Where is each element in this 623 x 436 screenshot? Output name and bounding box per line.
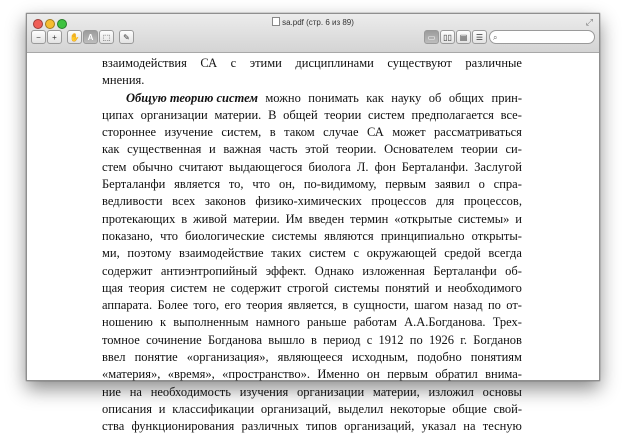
text-line: ввел понятие «организация», являющееся исходным, подобно понятиям: [102, 350, 522, 365]
text-line: мнения.: [102, 73, 145, 88]
hand-icon: ✋: [69, 32, 80, 42]
text-line: ние на необходимость изучения организации материи, изложил основы: [102, 384, 522, 399]
text-line: Общую теорию систем можно понимать как науку об общих прин-: [102, 90, 522, 107]
view-single-button[interactable]: [424, 30, 439, 44]
pdf-page[interactable]: [27, 53, 599, 434]
text-line: ми, поэтому взаимодействие таких систем с окружающей средой всегда: [102, 246, 522, 261]
hand-tool-button[interactable]: [67, 30, 82, 44]
text-line: ства функционирования различных типов организаций, указал на тесную: [102, 419, 522, 434]
search-icon: ⌕: [493, 33, 498, 42]
text-line: стороннее изучение систем, в таком случае СА может рассматриваться: [102, 125, 522, 140]
bold-term: Общую теорию систем: [126, 90, 258, 105]
view-sidebar-button[interactable]: [456, 30, 471, 44]
marquee-select-button[interactable]: [99, 30, 114, 44]
zoom-out-button[interactable]: [31, 30, 46, 44]
text-line: взаимодействия СА с этими дисциплинами существуют различные: [102, 56, 522, 70]
text-line: ношению к выполненным намного раньше работам А.А.Богданова. Трех-: [102, 315, 522, 330]
text-line: описания и классификации организаций, выделил некоторые общие свой-: [102, 401, 522, 416]
window-title: [27, 17, 599, 27]
text-line: ципах организации материи. В общей теории систем предполагается все-: [102, 107, 522, 122]
pencil-icon: ✎: [123, 32, 130, 42]
text-line: протекающих в живой материи. Им введен термин «открытые системы» и: [102, 211, 522, 226]
text-line: как существенная и важная часть этой теории. Основателем теории си-: [102, 142, 522, 157]
text-line: показано, что биологические системы являются принципиально открыты-: [102, 228, 522, 243]
titlebar: [27, 14, 599, 53]
annotate-button[interactable]: [119, 30, 134, 44]
preview-window: [26, 13, 600, 434]
zoom-in-icon: +: [52, 32, 57, 42]
two-page-icon: ▯▯: [443, 32, 452, 42]
zoom-in-button[interactable]: [47, 30, 62, 44]
continuous-icon: ☰: [475, 32, 484, 42]
text-line: ведливости всех законов физико-химических процессов для процессов,: [102, 194, 522, 209]
text-select-icon: A: [87, 32, 94, 42]
sidebar-icon: ▤: [459, 32, 468, 42]
single-page-icon: ▭: [427, 32, 436, 42]
text-line: «материя», «время», «пространство». Именно он первым обратил внима-: [102, 367, 522, 382]
window-title-text: sa.pdf (стр. 6 из 89): [282, 18, 354, 27]
view-continuous-button[interactable]: [472, 30, 487, 44]
page-text: [102, 55, 522, 436]
view-two-page-button[interactable]: [440, 30, 455, 44]
text-line: щая теория систем не содержит строгой системы понятий и необходимого: [102, 280, 522, 295]
text-line: Берталанфи является то, что он, по-видимому, первым заявил о спра-: [102, 177, 522, 192]
pdf-document-icon: [272, 17, 280, 26]
zoom-out-icon: −: [36, 32, 41, 42]
text-line: аппарата. Более того, его теория является, в сущности, шагом назад по от-: [102, 298, 522, 313]
search-input[interactable]: [489, 30, 595, 44]
text-line: томное сочинение Богданова вышло в период с 1912 по 1926 г. Богданов: [102, 332, 522, 347]
fullscreen-icon[interactable]: ⤢: [585, 17, 593, 27]
text-tool-button[interactable]: [83, 30, 98, 44]
text-line: содержит антиэнтропийный эффект. Однако изложенная Берталанфи об-: [102, 263, 522, 278]
text-line: стем обычно считают выдающегося биолога Л. фон Берталанфи. Заслугой: [102, 159, 522, 174]
marquee-icon: ⬚: [102, 32, 111, 42]
